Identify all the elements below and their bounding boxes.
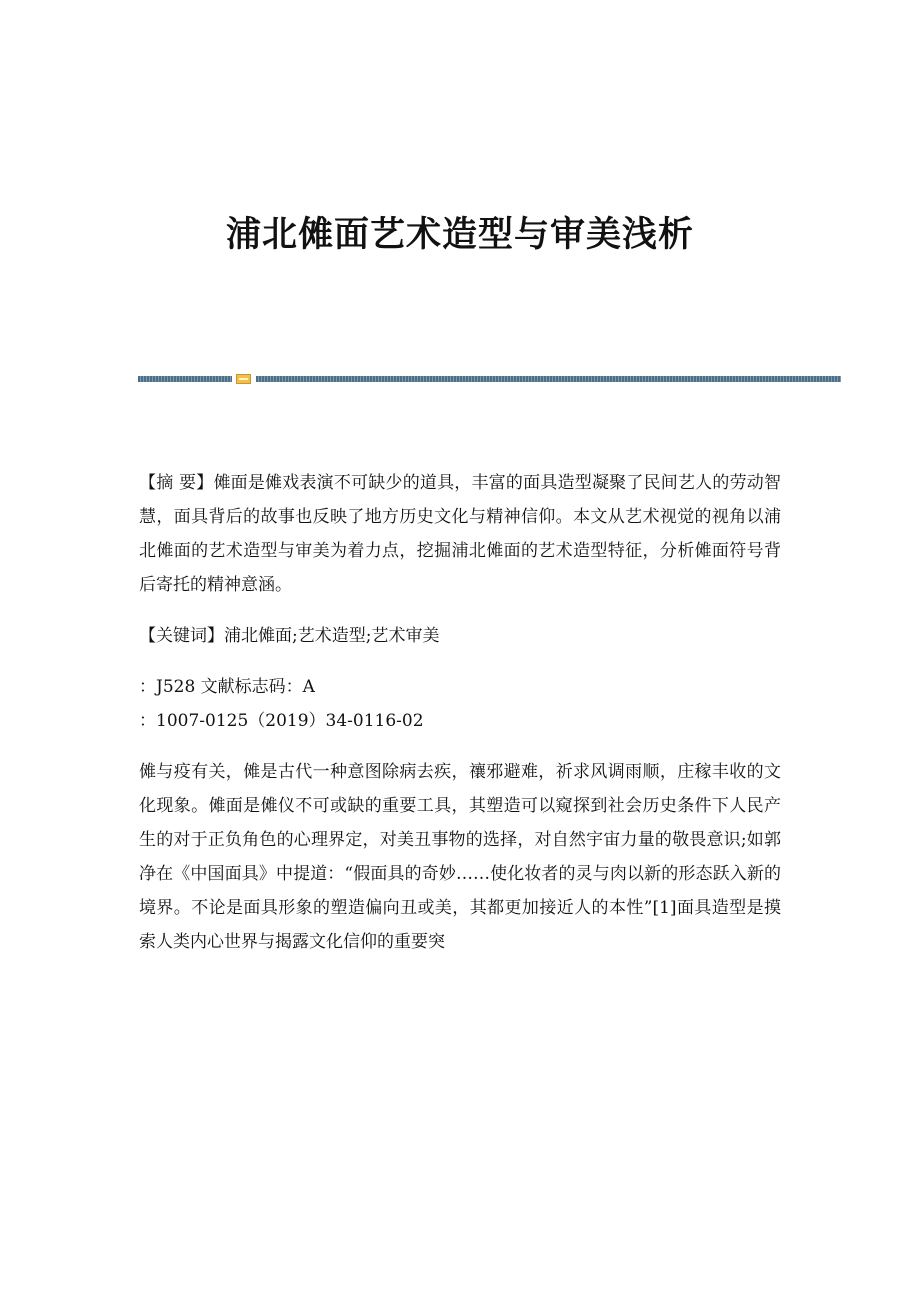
abstract-text: 傩面是傩戏表演不可缺少的道具，丰富的面具造型凝聚了民间艺人的劳动智慧，面具背后的故事也反映了地方历史文化与精神信仰。本文从艺术视觉的视角以浦北傩面的艺术造型与审美为着力点，挖掘浦北傩面的艺术造型特征，分析傩面符号背后寄托的精神意涵。 <box>139 473 782 595</box>
document-content <box>139 466 781 976</box>
title-divider <box>138 374 841 384</box>
body-paragraph: 傩与疫有关，傩是古代一种意图除病去疾，禳邪避难，祈求风调雨顺，庄稼丰收的文化现象。傩面是傩仪不可或缺的重要工具，其塑造可以窥探到社会历史条件下人民产生的对于正负角色的心理界定，对美丑事物的选择，对自然宇宙力量的敬畏意识;如郭净在《中国面具》中提道：“假面具的奇妙……使化妆者的灵与肉以新的形态跃入新的境界。不论是面具形象的塑造偏向丑或美，其都更加接近人的本性”[1]面具造型是摸索人类内心世界与揭露文化信仰的重要突 <box>139 762 781 952</box>
classification-line <box>139 670 781 738</box>
classification-code: ：J528 文献标志码：A <box>139 677 315 697</box>
document-title: 浦北傩面艺术造型与审美浅析 <box>225 214 694 255</box>
keywords-label: 【关键词】 <box>139 626 224 646</box>
abstract-label: 【摘 要】 <box>139 473 214 493</box>
abstract-paragraph <box>139 466 781 602</box>
keywords-text: 浦北傩面;艺术造型;艺术审美 <box>224 626 440 646</box>
divider-bar-left <box>138 376 232 382</box>
divider-bar-right <box>256 376 841 382</box>
keywords-paragraph <box>139 619 781 653</box>
document-number: ：1007-0125（2019）34-0116-02 <box>139 711 424 731</box>
divider-badge-icon <box>236 374 251 384</box>
